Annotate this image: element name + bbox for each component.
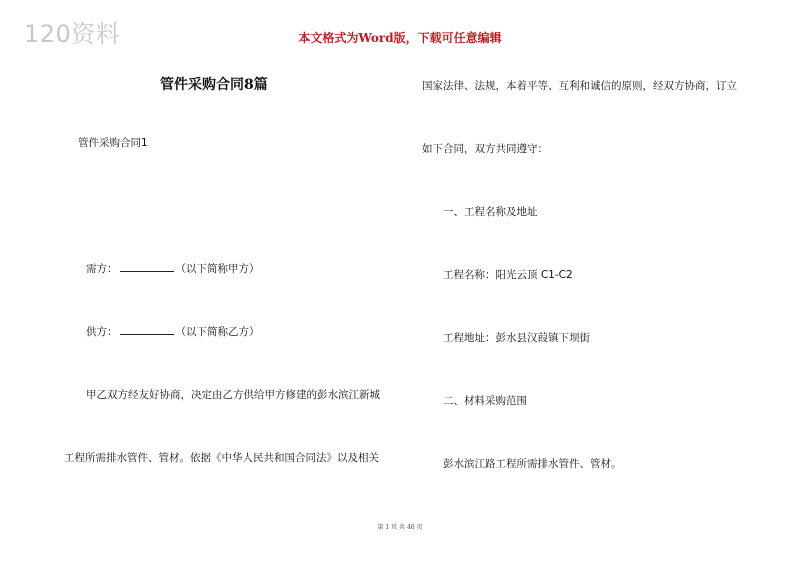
- supplier-blank: [120, 324, 174, 335]
- project-address: 工程地址：彭水县汉葭镇下坝街: [443, 332, 590, 344]
- paragraph-line: 甲乙双方经友好协商，决定由乙方供给甲方修建的彭水滨江新城: [86, 389, 380, 401]
- paragraph-line: 工程所需排水管件、管材。依据《中华人民共和国合同法》以及相关: [64, 452, 379, 464]
- supplier-line: [86, 324, 260, 339]
- section-heading: 管件采购合同1: [78, 137, 148, 149]
- supplier-note: （以下简称乙方）: [175, 326, 260, 338]
- clause-heading: 二、材料采购范围: [443, 395, 527, 407]
- format-banner: 本文格式为Word版，下载可任意编辑: [298, 31, 502, 45]
- supplier-label: 供方：: [86, 326, 118, 338]
- buyer-line: [86, 261, 260, 276]
- buyer-blank: [120, 261, 174, 272]
- watermark-logo: 120资料: [24, 20, 121, 48]
- buyer-label: 需方：: [86, 263, 118, 275]
- project-name: 工程名称：阳光云顶 C1-C2: [443, 269, 573, 281]
- buyer-note: （以下简称甲方）: [175, 263, 260, 275]
- document-title: 管件采购合同8篇: [160, 77, 268, 93]
- scope-text: 彭水滨江路工程所需排水管件、管材。: [443, 458, 622, 470]
- paragraph-line: 如下合同，双方共同遵守：: [422, 143, 548, 155]
- page-footer: 第 1 页 共 46 页: [377, 524, 423, 531]
- paragraph-line: 国家法律、法规，本着平等、互利和诚信的原则，经双方协商，订立: [422, 80, 737, 92]
- clause-heading: 一、工程名称及地址: [443, 206, 538, 218]
